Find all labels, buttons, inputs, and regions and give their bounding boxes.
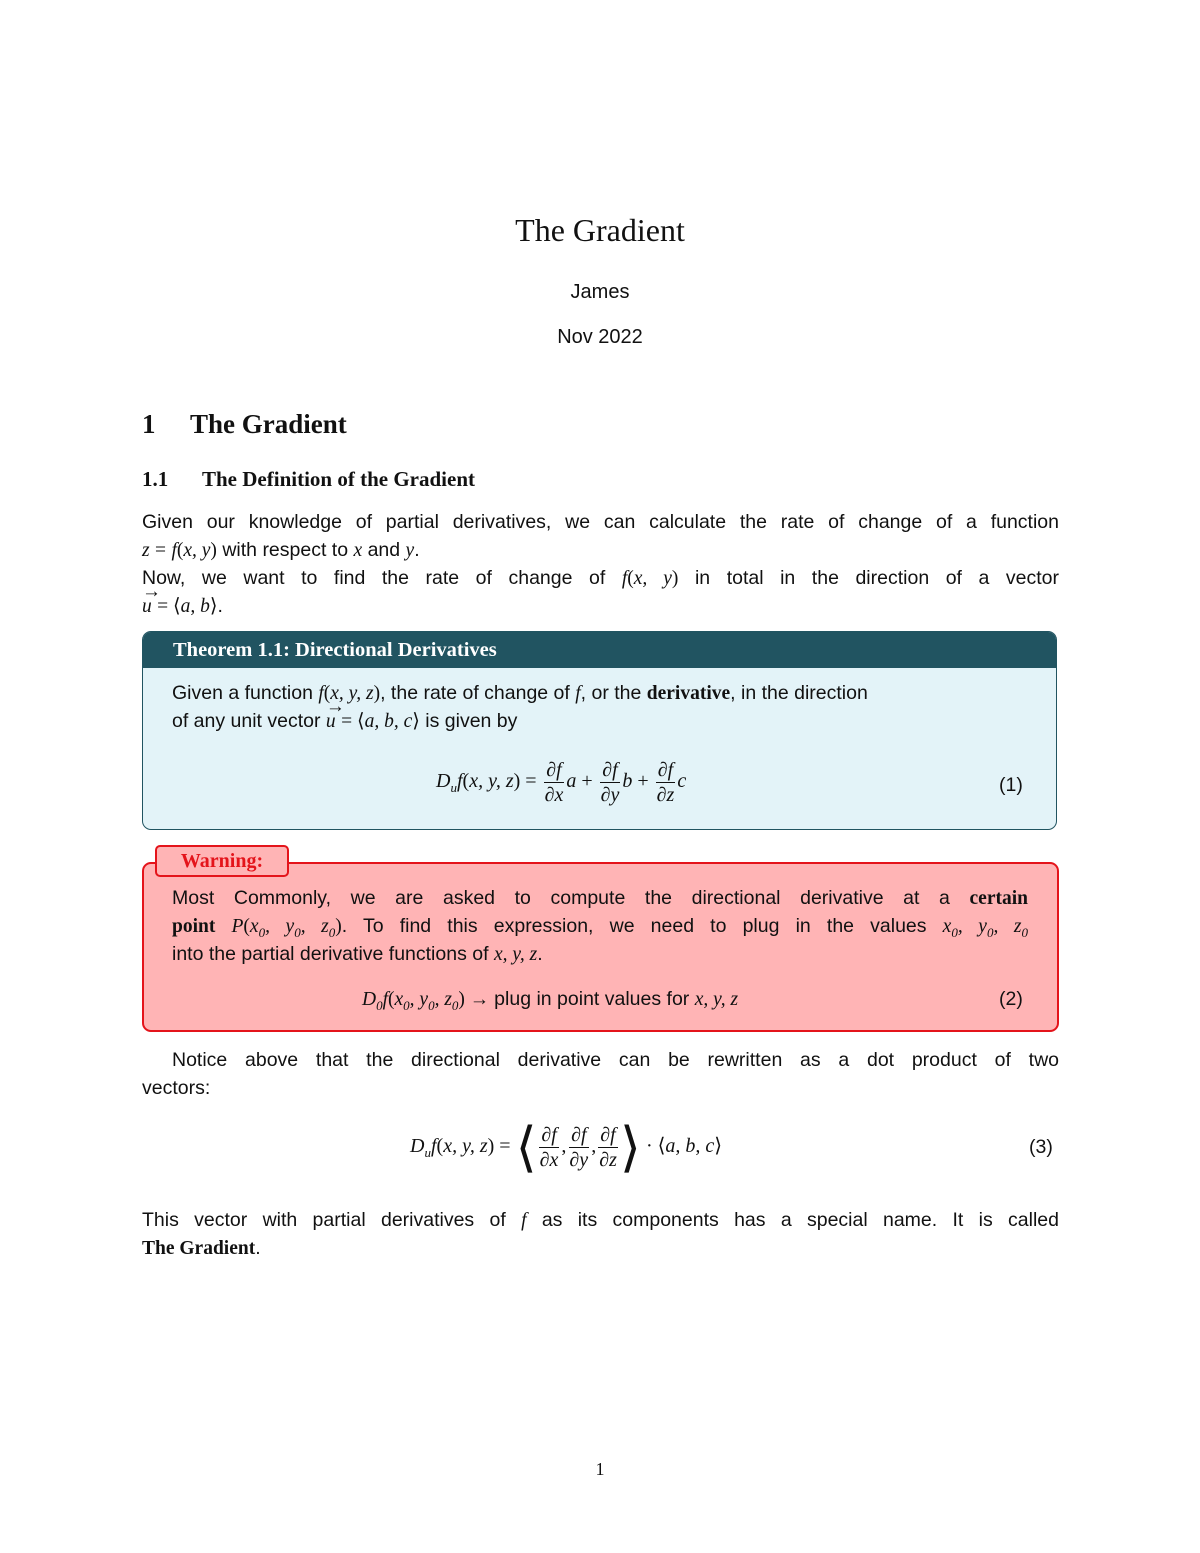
- theorem-text: , in the direction: [730, 682, 868, 704]
- section-heading: [142, 406, 347, 442]
- paragraph-1-line-2: z = f(x, y) with respect to x and y.: [142, 539, 420, 561]
- paragraph-1-text: in total in the direction of a vector: [694, 567, 1059, 589]
- equation-2: $D_0f(x_0$, $y_0$, $z_0$) → plug in point values for x, y, z: [362, 988, 739, 1013]
- paragraph-2-line-1: Notice above that the directional derivative can be rewritten as a dot product of two: [172, 1049, 1059, 1071]
- paragraph-1-text: and: [367, 539, 401, 561]
- theorem-text: , the rate of change of: [380, 682, 570, 704]
- equation-1: $D_uf(x$, y, z) = $\frac{\partial f}{\partial x}$ a + $\frac{\partial f}{\partial y}$ b + $\frac{\partial f}{\partial z}$ c: [436, 759, 687, 806]
- equation-1-number: (1): [999, 774, 1023, 796]
- theorem-text: of any unit vector: [172, 710, 321, 732]
- subsection-title: The Definition of the Gradient: [202, 467, 475, 491]
- warning-line-3: into the partial derivative functions of x, y, z.: [172, 943, 543, 965]
- paragraph-1-text: Now, we want to find the rate of change of: [142, 567, 606, 589]
- equation-2-text: plug in point values for: [494, 988, 690, 1010]
- warning-bold-text: certain: [969, 888, 1029, 909]
- theorem-text: is given by: [425, 710, 518, 732]
- paragraph-1-line-4: → u = ⟨a, b⟩.: [142, 592, 1059, 621]
- warning-text: into the partial derivative functions of: [172, 943, 489, 965]
- paragraph-1-text: with respect to: [222, 539, 349, 561]
- section-number: 1: [142, 409, 156, 439]
- theorem-title: Theorem 1.1: Directional Derivatives: [143, 632, 1056, 668]
- warning-bold-text: point: [172, 916, 216, 937]
- paragraph-3-text: as its components has a special name. It is called: [541, 1209, 1059, 1231]
- paragraph-3-line-1: This vector with partial derivatives of f as its components has a special name. It is called: [142, 1209, 1059, 1231]
- subsection-heading: [142, 464, 475, 494]
- theorem-text: Given a function: [172, 682, 313, 704]
- paragraph-3-text: .: [255, 1237, 261, 1259]
- equation-3-number: (3): [1029, 1136, 1053, 1158]
- theorem-bold-text: derivative: [646, 683, 731, 704]
- equation-3: $D_uf(x$, y, z) = ⟨ $\frac{\partial f}{\partial x}$ , $\frac{\partial f}{\partial y}$ , $\frac{\partial f}{\partial z}$ ⟩ · ⟨a, b, c⟩: [410, 1115, 723, 1179]
- document-date: Nov 2022: [557, 326, 643, 348]
- theorem-line-1: Given a function f(x, y, z), the rate of change of f, or the derivative, in the direction: [172, 682, 868, 704]
- paragraph-2-line-2: vectors:: [142, 1077, 211, 1099]
- paragraph-3-bold-text: The Gradient: [142, 1238, 256, 1259]
- paragraph-3-text: This vector with partial derivatives of: [142, 1209, 506, 1231]
- paragraph-1-line-3: Now, we want to find the rate of change of f(x, y) in total in the direction of a vector: [142, 567, 1059, 589]
- equation-2-number: (2): [999, 988, 1023, 1010]
- warning-line-1: [172, 884, 1028, 913]
- warning-label: Warning:: [155, 845, 289, 877]
- page-number: 1: [595, 1459, 605, 1479]
- paragraph-3-line-2: [142, 1234, 1059, 1263]
- warning-text: . To find this expression, we need to plug in the values: [341, 915, 927, 937]
- theorem-line-2: of any unit vector → u = ⟨a, b, c⟩ is given by: [172, 707, 1028, 736]
- warning-text: Most Commonly, we are asked to compute the directional derivative at a: [172, 887, 950, 909]
- document-author: James: [570, 281, 630, 303]
- document-title: The Gradient: [515, 212, 685, 248]
- warning-line-2: point $P(x_0$, $y_0$, $z_0$). To find this expression, we need to plug in the values $x_0$, $y_0$, $z_0$: [172, 915, 1028, 940]
- section-title: The Gradient: [190, 409, 347, 439]
- subsection-number: 1.1: [142, 467, 169, 491]
- theorem-text: , or the: [580, 682, 642, 704]
- paragraph-1-line-1: Given our knowledge of partial derivatives, we can calculate the rate of change of a function: [142, 511, 1059, 533]
